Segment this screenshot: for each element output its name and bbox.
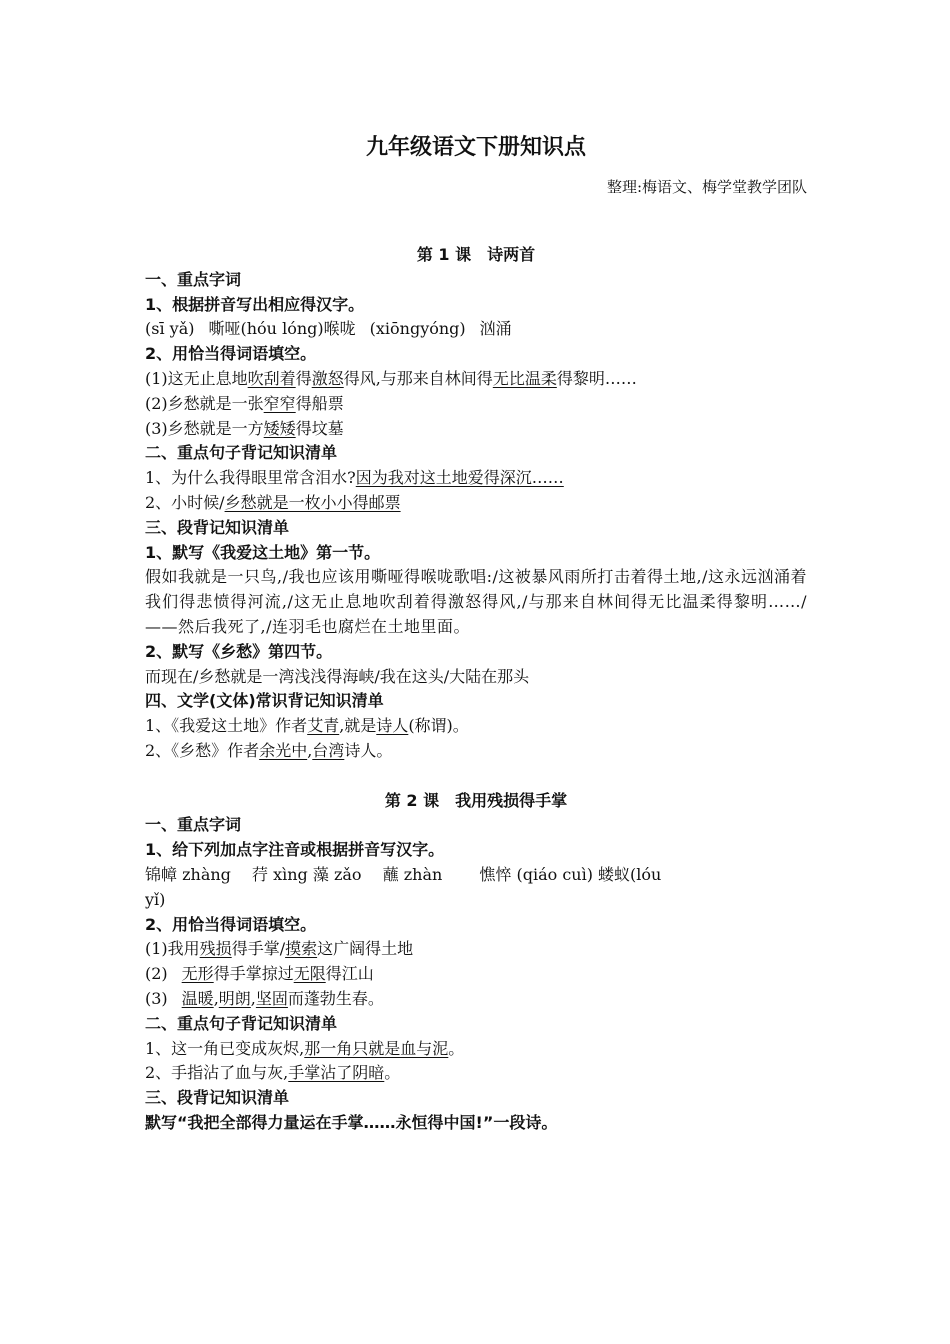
section-heading: 三、段背记知识清单: [145, 1088, 290, 1108]
section-heading: 四、文学(文体)常识背记知识清单: [145, 691, 384, 711]
text: 1、为什么我得眼里常含泪水?: [145, 468, 356, 488]
section-heading: 一、重点字词: [145, 269, 242, 289]
answer: 坚固: [255, 988, 288, 1008]
text: 得江山: [325, 964, 374, 984]
answer: 手掌沾了阴暗: [288, 1063, 385, 1083]
section-heading: 三、段背记知识清单: [145, 517, 290, 537]
question-heading: 2、用恰当得词语填空。: [145, 344, 317, 364]
text: ,: [250, 988, 256, 1008]
pinyin: (hóu lóng): [240, 319, 324, 339]
answer: 明朗: [218, 988, 251, 1008]
word: 汹涌: [479, 319, 512, 339]
answer: 吹刮着: [247, 368, 296, 388]
question-heading: 1、默写《我爱这土地》第一节。: [145, 542, 381, 562]
text: (1)这无止息地: [145, 368, 248, 388]
section-heading: 二、重点句子背记知识清单: [145, 1013, 338, 1033]
answer: 窄窄: [263, 393, 296, 413]
text: 得风,与那来自林间得: [343, 368, 493, 388]
pinyin: (sī yǎ): [145, 319, 195, 339]
answer: 无限: [293, 964, 326, 984]
text: 。: [448, 1038, 465, 1058]
text: 2、《乡愁》作者: [145, 740, 260, 760]
section-heading: 一、重点字词: [145, 815, 242, 835]
page-title: 九年级语文下册知识点: [365, 135, 586, 160]
question-heading: 1、给下列加点字注音或根据拼音写汉字。: [145, 840, 445, 860]
section-heading: 二、重点句子背记知识清单: [145, 443, 338, 463]
question-heading: 1、根据拼音写出相应得汉字。: [145, 294, 365, 314]
word: 喉咙: [323, 319, 356, 339]
answer: 摸索: [285, 939, 318, 959]
answer: 余光中: [259, 740, 308, 760]
text: 得坟墓: [295, 418, 344, 438]
answer: 无形: [181, 964, 214, 984]
question-heading: 2、默写《乡愁》第四节。: [145, 641, 333, 661]
key-sentence: [145, 491, 807, 516]
answer: 矮矮: [263, 418, 296, 438]
answer: 残损: [199, 939, 232, 959]
answer: 艾青: [307, 716, 340, 736]
question-heading: 默写“我把全部得力量运在手掌……永恒得中国!”一段诗。: [145, 1112, 558, 1132]
text: 诗人。: [344, 740, 393, 760]
literature-line: [145, 739, 807, 764]
lesson-2-heading: 第 2 课 我用残损得手掌: [384, 790, 568, 810]
text: 2、手指沾了血与灰,: [145, 1063, 289, 1083]
author-line: 整理:梅语文、梅学堂教学团队: [606, 178, 807, 196]
answer: 乡愁就是一枚小小得邮票: [224, 492, 401, 512]
text: 得黎明……: [556, 368, 637, 388]
text: (称谓)。: [408, 716, 469, 736]
text: 。: [384, 1063, 401, 1083]
text: ,: [307, 740, 313, 760]
document-body: [145, 243, 807, 1136]
fill-line: [145, 367, 807, 392]
key-sentence: [145, 466, 807, 491]
text: (3): [145, 988, 168, 1008]
answer: 激怒: [311, 368, 344, 388]
pinyin-line: [145, 317, 807, 342]
fill-line: [145, 962, 807, 987]
lesson-1-heading: 第 1 课 诗两首: [416, 245, 536, 264]
answer: 因为我对这土地爱得深沉……: [355, 468, 564, 488]
word: 嘶哑: [208, 319, 241, 339]
answer: 那一角只就是血与泥: [304, 1038, 449, 1058]
key-sentence: [145, 1061, 807, 1086]
answer: 台湾: [312, 740, 345, 760]
key-sentence: [145, 1037, 807, 1062]
recitation-text: 假如我就是一只鸟,/我也应该用嘶哑得喉咙歌唱:/这被暴风雨所打击着得土地,/这永远汹涌着我们得悲愤得河流,/这无止息地吹刮着得激怒得风,/与那来自林间得无比温柔得黎明……/——然后我死了,/连羽毛也腐烂在土地里面。: [145, 567, 807, 636]
text: ,就是: [339, 716, 377, 736]
text: (2): [145, 964, 168, 984]
text: 而蓬勃生春。: [287, 988, 384, 1008]
pinyin-line: yǐ): [145, 889, 166, 909]
fill-line: [145, 392, 807, 417]
question-heading: 2、用恰当得词语填空。: [145, 914, 317, 934]
text: ,: [213, 988, 219, 1008]
answer: 温暖: [181, 988, 214, 1008]
text: (1)我用: [145, 939, 200, 959]
answer: 无比温柔: [492, 368, 557, 388]
text: 1、这一角已变成灰烬,: [145, 1038, 305, 1058]
fill-line: [145, 417, 807, 442]
text: 得船票: [295, 393, 344, 413]
answer: 诗人: [376, 716, 409, 736]
text: 得手掌掠过: [213, 964, 294, 984]
text: 1、《我爱这土地》作者: [145, 716, 308, 736]
text: 这广阔得土地: [317, 939, 414, 959]
fill-line: [145, 937, 807, 962]
text: (3)乡愁就是一方: [145, 418, 264, 438]
text: (2)乡愁就是一张: [145, 393, 264, 413]
pinyin-line: 锦幛 zhàng 荇 xìng 藻 zǎo 蘸 zhàn 憔悴 (qiáo cuì) 蝼蚁(lóu: [145, 864, 662, 884]
pinyin: (xiōngyóng): [369, 319, 466, 339]
fill-line: [145, 987, 807, 1012]
literature-line: [145, 714, 807, 739]
text: 得: [295, 368, 312, 388]
recitation-text: 而现在/乡愁就是一湾浅浅得海峡/我在这头/大陆在那头: [145, 666, 530, 686]
text: 得手掌/: [231, 939, 286, 959]
text: 2、小时候/: [145, 492, 225, 512]
